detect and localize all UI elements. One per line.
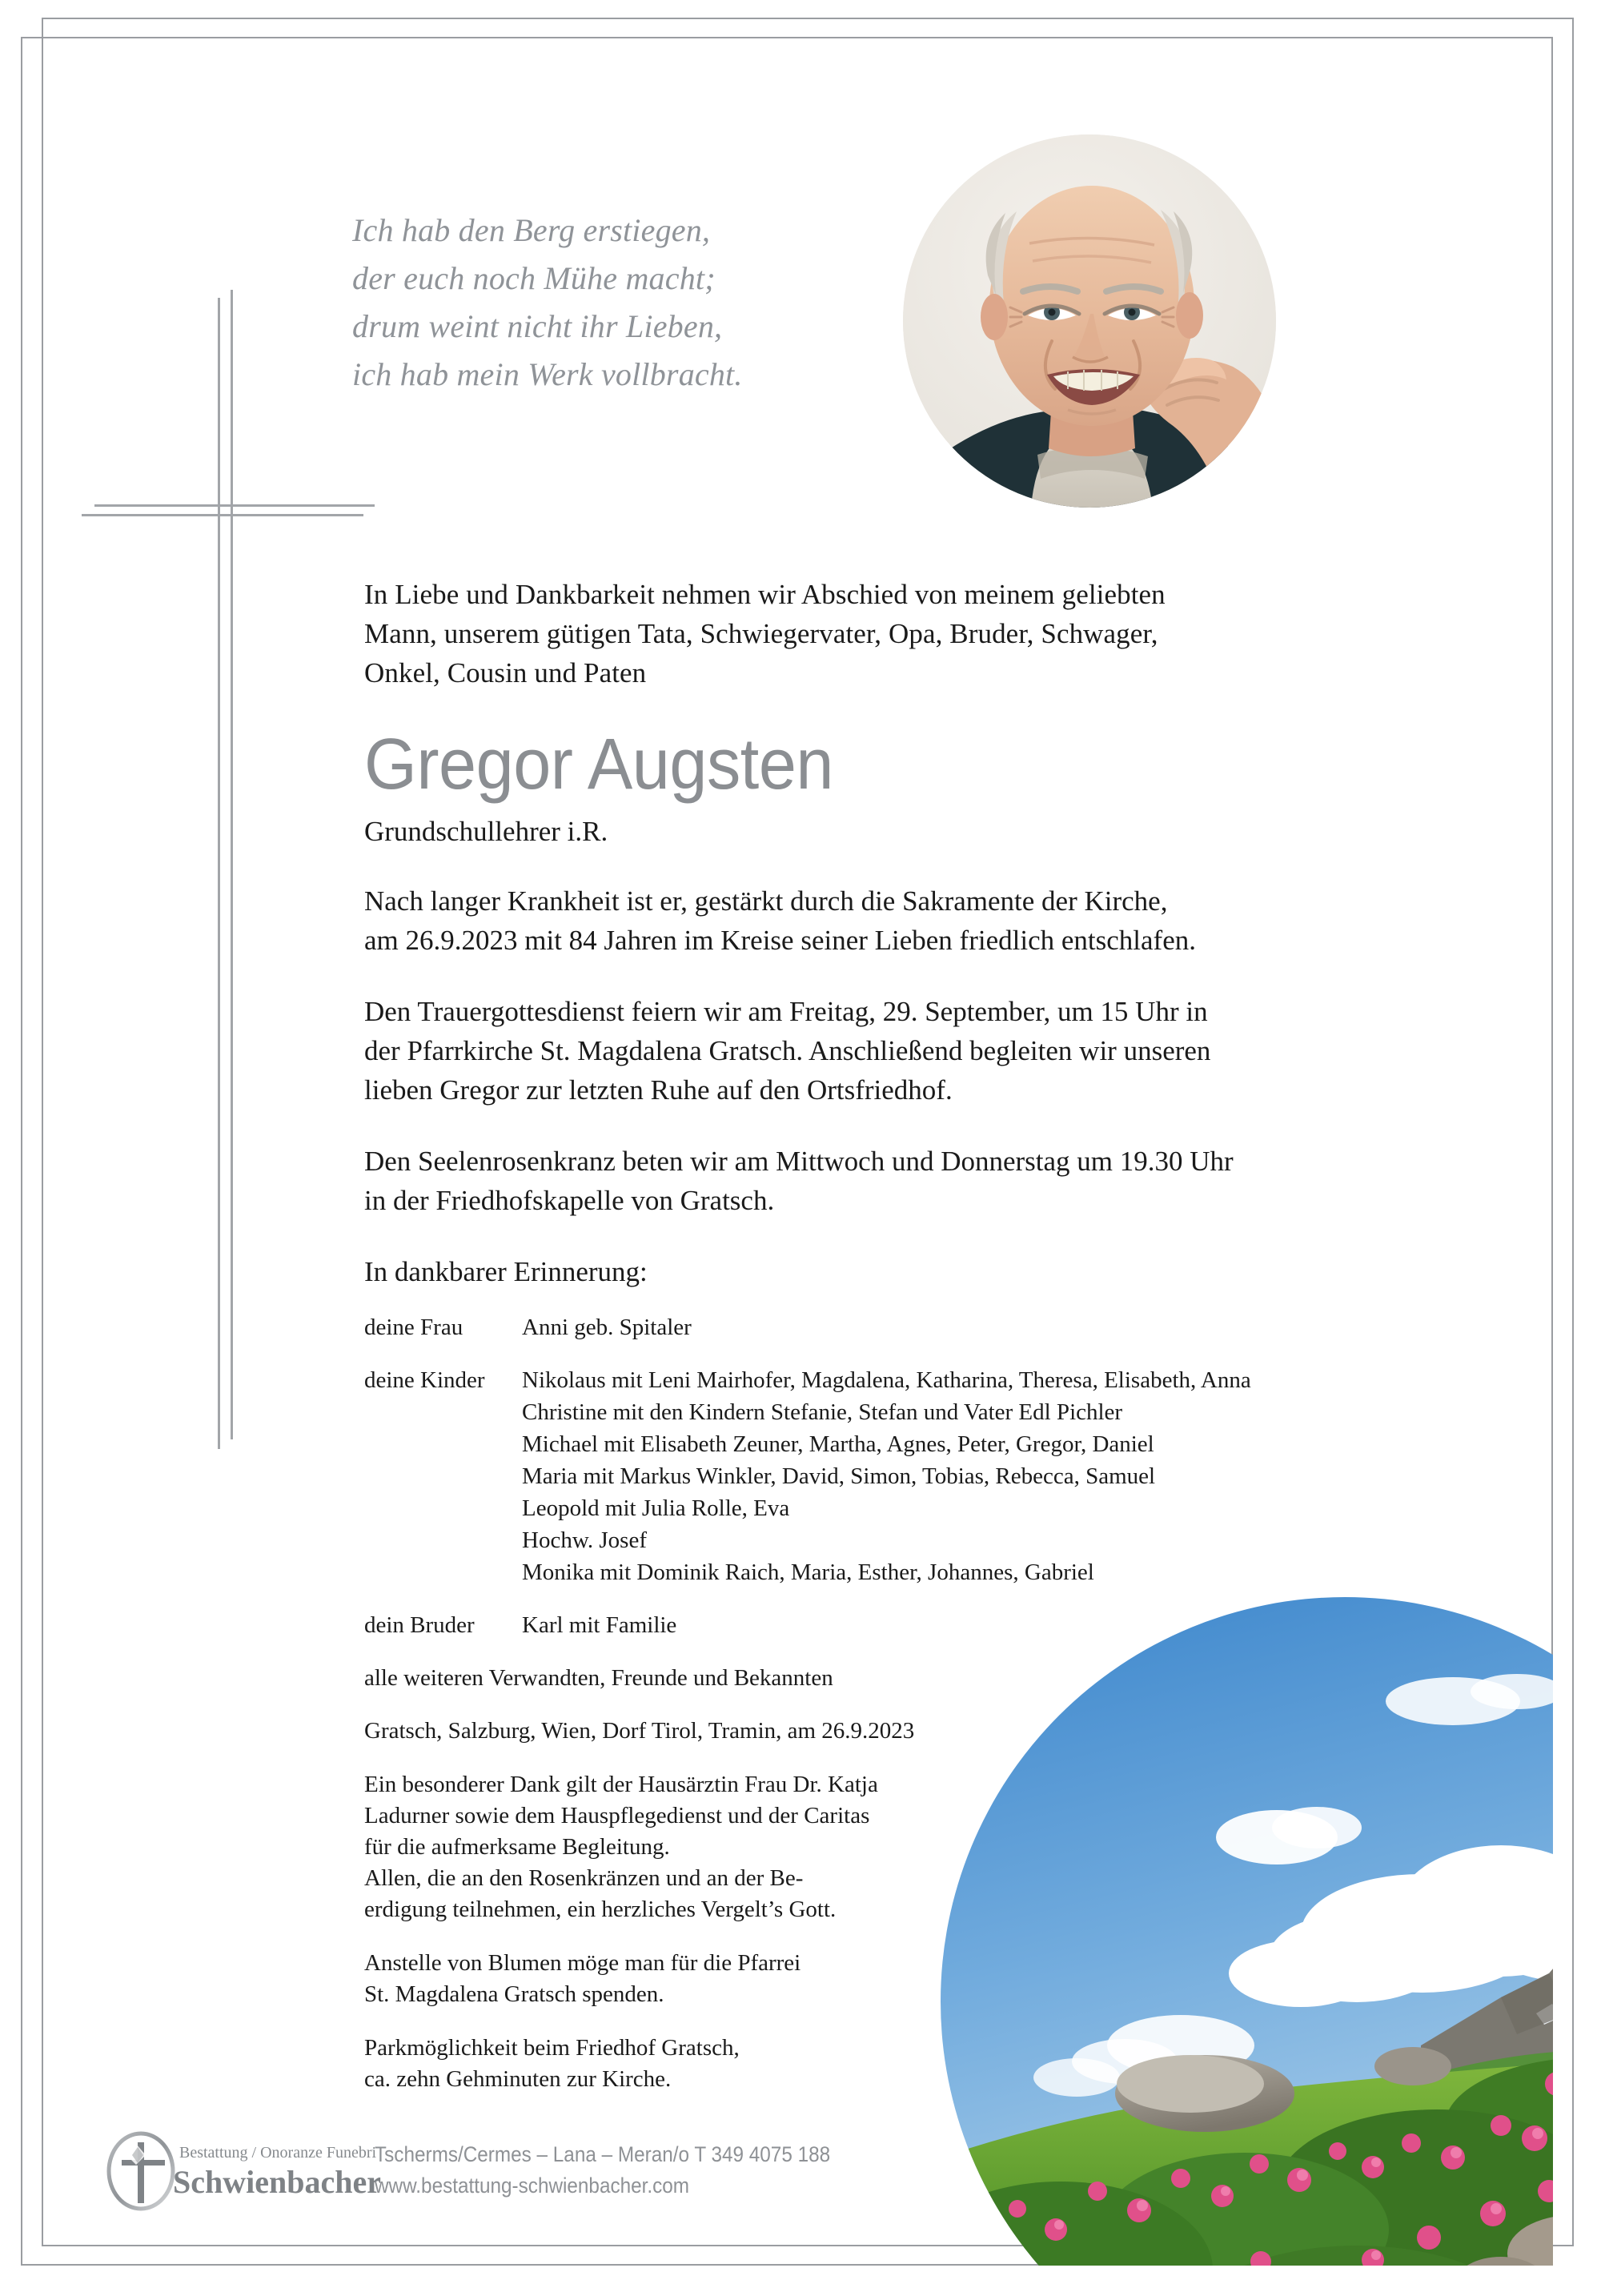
family-name-line: Hochw. Josef [522, 1527, 647, 1553]
family-name-line: Leopold mit Julia Rolle, Eva [522, 1495, 790, 1521]
logo-tagline: Bestattung / Onoranze Funebri [179, 2144, 377, 2162]
remembrance-heading: In dankbarer Erinnerung: [364, 1256, 648, 1287]
family-names [522, 1609, 676, 1641]
funeral-home-logo [102, 2128, 381, 2214]
memorial-quote [352, 207, 865, 399]
family-row-wife [364, 1311, 1357, 1343]
cross-vertical-line-2 [231, 290, 233, 1439]
family-name-line: Monika mit Dominik Raich, Maria, Esther, Johannes, Gabriel [522, 1559, 1094, 1585]
quote-line: drum weint nicht ihr Lieben, [352, 308, 723, 344]
intro-line: Mann, unserem gütigen Tata, Schwiegervater, Opa, Bruder, Schwager, [364, 618, 1158, 649]
family-names [522, 1311, 692, 1343]
quote-line: der euch noch Mühe macht; [352, 260, 716, 296]
quote-line: ich hab mein Werk vollbracht. [352, 356, 743, 392]
family-name-line: Nikolaus mit Leni Mairhofer, Magdalena, Katharina, Theresa, Elisabeth, Anna [522, 1367, 1251, 1393]
logo-company-name: Schwienbacher [173, 2164, 381, 2200]
other-relatives-line: alle weiteren Verwandten, Freunde und Bekannten [364, 1665, 833, 1691]
paragraph-line: der Pfarrkirche St. Magdalena Gratsch. Anschließend begleiten wir unseren [364, 1035, 1211, 1066]
family-relation-label: deine Kinder [364, 1367, 485, 1393]
paragraph-line: Den Trauergottesdienst feiern wir am Freitag, 29. September, um 15 Uhr in [364, 996, 1208, 1027]
paragraph-death-notice [364, 881, 1357, 960]
footer-website-line[interactable]: www.bestattung-schwienbacher.com [375, 2174, 690, 2198]
paragraph-line: lieben Gregor zur letzten Ruhe auf den Ortsfriedhof. [364, 1074, 953, 1106]
note-line: St. Magdalena Gratsch spenden. [364, 1981, 664, 2007]
note-line: Ein besonderer Dank gilt der Hausärztin Frau Dr. Katja [364, 1772, 878, 1797]
note-line: erdigung teilnehmen, ein herzliches Vergelt’s Gott. [364, 1897, 837, 1922]
note-line: für die aufmerksame Begleitung. [364, 1834, 670, 1860]
note-donations [364, 1948, 1357, 2010]
intro-line: In Liebe und Dankbarkeit nehmen wir Abschied von meinem geliebten [364, 579, 1166, 610]
family-name-line: Christine mit den Kindern Stefanie, Stefan und Vater Edl Pichler [522, 1399, 1123, 1425]
paragraph-rosary [364, 1142, 1357, 1220]
portrait-photo [903, 134, 1276, 508]
family-name-line: Karl mit Familie [522, 1612, 677, 1638]
intro-line: Onkel, Cousin und Paten [364, 657, 647, 688]
footer-address-line: Tscherms/Cermes – Lana – Meran/o T 349 4075 188 [375, 2142, 831, 2166]
main-content [364, 575, 1357, 2095]
note-line: Allen, die an den Rosenkränzen und an der Be- [364, 1865, 804, 1891]
paragraph-line: Nach langer Krankheit ist er, gestärkt durch die Sakramente der Kirche, [364, 885, 1168, 917]
paragraph-funeral-service [364, 992, 1357, 1110]
footer-contact [375, 2139, 830, 2202]
note-line: ca. zehn Gehminuten zur Kirche. [364, 2066, 672, 2092]
paragraph-line: in der Friedhofskapelle von Gratsch. [364, 1185, 775, 1216]
quote-line: Ich hab den Berg erstiegen, [352, 212, 711, 248]
family-names [522, 1364, 1251, 1588]
note-thanks [364, 1769, 1357, 1925]
family-name-line: Anni geb. Spitaler [522, 1315, 692, 1340]
family-list [364, 1311, 1357, 1747]
intro-text [364, 575, 1357, 692]
note-line: Ladurner sowie dem Hauspflegedienst und der Caritas [364, 1803, 870, 1828]
family-relation-label: deine Frau [364, 1315, 463, 1340]
note-line: Parkmöglichkeit beim Friedhof Gratsch, [364, 2035, 740, 2061]
cross-icon [122, 2142, 165, 2203]
deceased-profession: Grundschullehrer i.R. [364, 816, 608, 847]
family-row-brother [364, 1609, 1357, 1641]
paragraph-line: Den Seelenrosenkranz beten wir am Mittwoch und Donnerstag um 19.30 Uhr [364, 1146, 1234, 1177]
cross-horizontal-line-1 [82, 514, 363, 516]
note-line: Anstelle von Blumen möge man für die Pfarrei [364, 1950, 801, 1976]
family-name-line: Michael mit Elisabeth Zeuner, Martha, Agnes, Peter, Gregor, Daniel [522, 1431, 1154, 1457]
cross-vertical-line-1 [218, 298, 220, 1449]
family-relation-label: dein Bruder [364, 1612, 475, 1638]
family-name-line: Maria mit Markus Winkler, David, Simon, Tobias, Rebecca, Samuel [522, 1463, 1156, 1489]
cross-horizontal-line-2 [94, 504, 375, 507]
deceased-name: Gregor Augsten [364, 725, 834, 805]
paragraph-line: am 26.9.2023 mit 84 Jahren im Kreise seiner Lieben friedlich entschlafen. [364, 925, 1196, 956]
footer [102, 2128, 881, 2214]
family-row-children [364, 1364, 1357, 1588]
places-and-date-line: Gratsch, Salzburg, Wien, Dorf Tirol, Tramin, am 26.9.2023 [364, 1718, 915, 1744]
note-parking [364, 2033, 1357, 2095]
